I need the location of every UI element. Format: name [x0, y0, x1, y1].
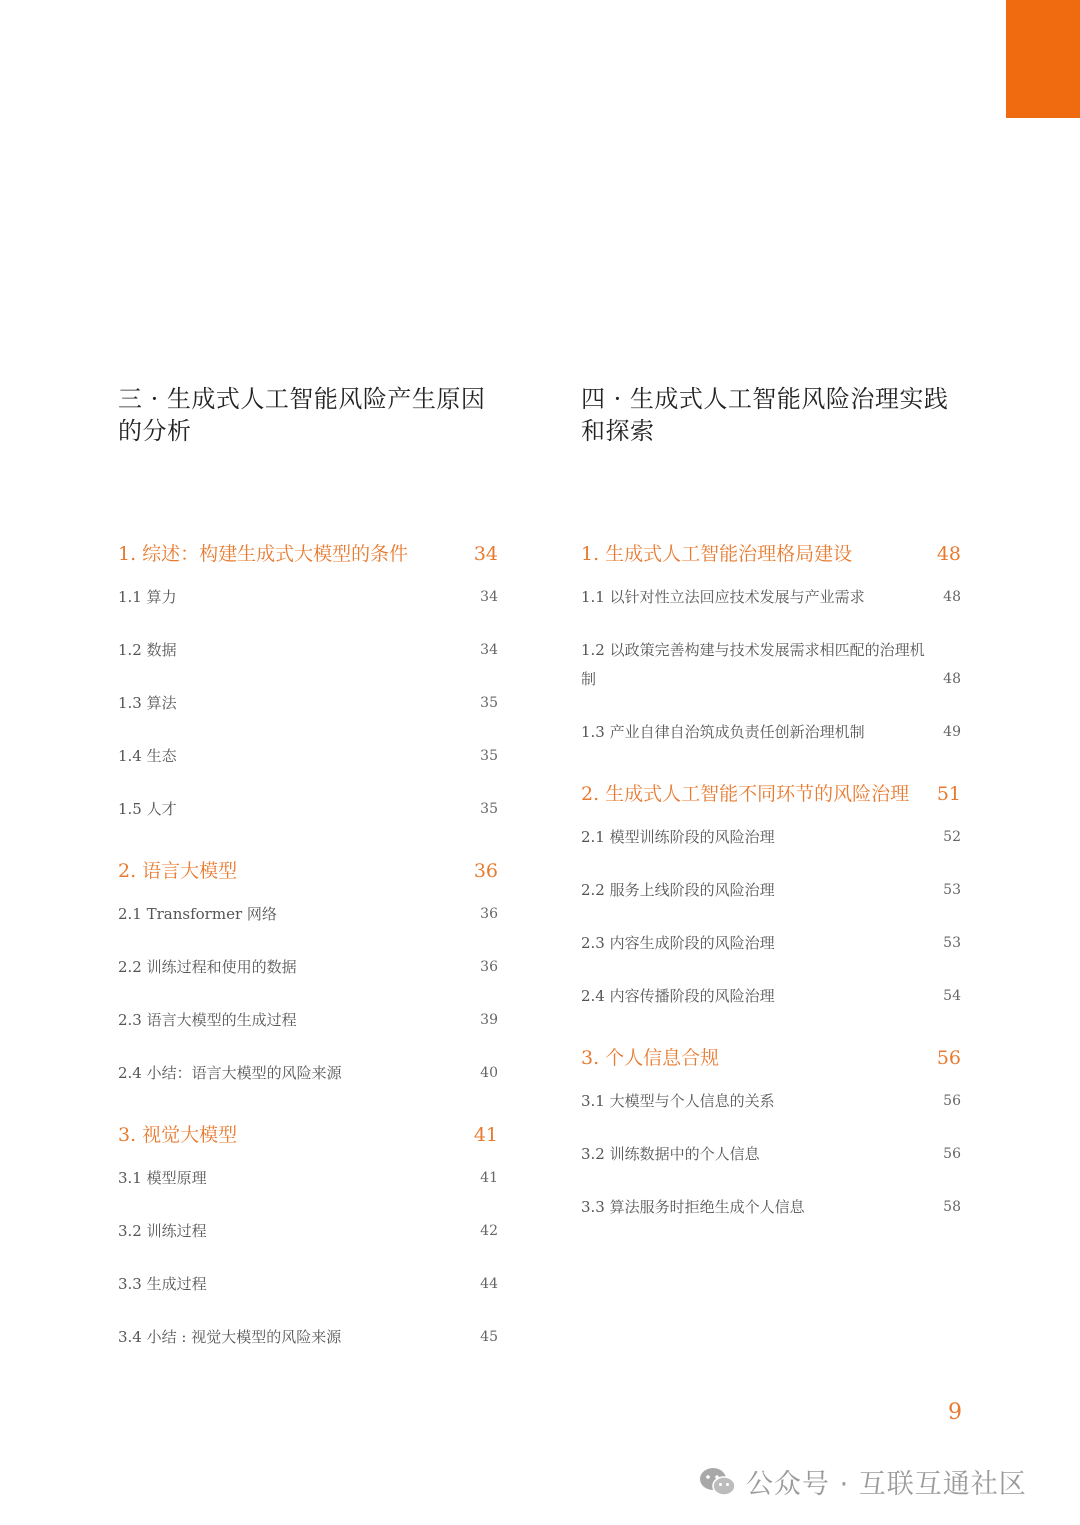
- entry-page: 36: [480, 906, 498, 922]
- chapter-link[interactable]: [581, 1045, 961, 1071]
- toc-chapter: [118, 858, 498, 1088]
- entry-page: 53: [943, 935, 961, 951]
- entry-page: 54: [943, 988, 961, 1004]
- toc-entry[interactable]: [581, 876, 961, 905]
- toc-entry[interactable]: [581, 823, 961, 852]
- entry-label: 1.4 生态: [118, 747, 177, 765]
- toc-entry[interactable]: [118, 1270, 498, 1299]
- entry-page: 52: [943, 829, 961, 845]
- chapter-label: 3. 个人信息合规: [581, 1047, 720, 1069]
- chapter-page: 34: [473, 543, 498, 565]
- entry-label: 2.2 训练过程和使用的数据: [118, 958, 297, 976]
- entry-page: 39: [480, 1012, 498, 1028]
- toc-entry[interactable]: [581, 1193, 961, 1222]
- toc-chapter: [118, 541, 498, 824]
- chapter-link[interactable]: [118, 1122, 498, 1148]
- entry-label: 3.1 大模型与个人信息的关系: [581, 1092, 775, 1110]
- entry-page: 35: [480, 695, 498, 711]
- toc-entry[interactable]: [118, 1217, 498, 1246]
- entry-label: 1.1 以针对性立法回应技术发展与产业需求: [581, 588, 865, 606]
- chapter-label: 1. 综述：构建生成式大模型的条件: [118, 543, 409, 565]
- chapter-label: 3. 视觉大模型: [118, 1124, 238, 1146]
- entry-label: 2.1 Transformer 网络: [118, 905, 277, 923]
- chapter-page: 41: [473, 1124, 498, 1146]
- entry-label: 1.2 以政策完善构建与技术发展需求相匹配的治理机制: [581, 641, 925, 688]
- corner-accent-tab: [1006, 0, 1080, 118]
- toc-entry[interactable]: [581, 718, 961, 747]
- entry-label: 3.2 训练数据中的个人信息: [581, 1145, 760, 1163]
- chapter-link[interactable]: [118, 858, 498, 884]
- entry-page: 40: [480, 1065, 498, 1081]
- entry-label: 2.3 语言大模型的生成过程: [118, 1011, 297, 1029]
- entry-page: 56: [943, 1146, 961, 1162]
- entry-page: 34: [480, 642, 498, 658]
- chapter-page: 48: [936, 543, 961, 565]
- entry-page: 49: [943, 724, 961, 740]
- entry-label: 2.4 小结：语言大模型的风险来源: [118, 1064, 342, 1082]
- toc-entry[interactable]: [118, 583, 498, 612]
- toc-entry[interactable]: [118, 795, 498, 824]
- toc-entry[interactable]: [118, 689, 498, 718]
- toc-entry[interactable]: [118, 636, 498, 665]
- entry-label: 1.3 产业自律自治筑成负责任创新治理机制: [581, 723, 865, 741]
- entry-page: 48: [943, 671, 961, 687]
- section-title: 四 · 生成式人工智能风险治理实践和探索: [581, 385, 949, 445]
- section-title: 三 · 生成式人工智能风险产生原因的分析: [118, 385, 486, 445]
- toc-entry[interactable]: [118, 1323, 498, 1352]
- toc-chapter: [118, 1122, 498, 1352]
- entry-page: 58: [943, 1199, 961, 1215]
- toc-entry[interactable]: [581, 982, 961, 1011]
- entry-page: 34: [480, 589, 498, 605]
- toc-entry[interactable]: [581, 1140, 961, 1169]
- watermark: [698, 1462, 1027, 1501]
- entry-page: 41: [480, 1170, 498, 1186]
- entry-label: 3.1 模型原理: [118, 1169, 207, 1187]
- toc-entry[interactable]: [581, 583, 961, 612]
- entry-label: 1.2 数据: [118, 641, 177, 659]
- entry-label: 3.3 算法服务时拒绝生成个人信息: [581, 1198, 805, 1216]
- toc-list: [581, 541, 961, 1222]
- toc-column-section-4: [581, 383, 961, 1246]
- entry-page: 35: [480, 801, 498, 817]
- entry-label: 2.2 服务上线阶段的风险治理: [581, 881, 775, 899]
- entry-page: 53: [943, 882, 961, 898]
- entry-label: 3.3 生成过程: [118, 1275, 207, 1293]
- toc-column-section-3: [118, 383, 498, 1376]
- entry-page: 56: [943, 1093, 961, 1109]
- page-number: 9: [948, 1400, 962, 1425]
- toc-entry[interactable]: [581, 1087, 961, 1116]
- entry-page: 44: [480, 1276, 498, 1292]
- chapter-page: 51: [936, 783, 961, 805]
- entry-label: 3.2 训练过程: [118, 1222, 207, 1240]
- toc-chapter: [581, 1045, 961, 1222]
- toc-entry[interactable]: [581, 636, 961, 694]
- chapter-link[interactable]: [118, 541, 498, 567]
- entry-page: 45: [480, 1329, 498, 1345]
- entry-label: 2.4 内容传播阶段的风险治理: [581, 987, 775, 1005]
- toc-chapter: [581, 781, 961, 1011]
- chapter-link[interactable]: [581, 541, 961, 567]
- entry-label: 3.4 小结 : 视觉大模型的风险来源: [118, 1328, 342, 1346]
- entry-page: 42: [480, 1223, 498, 1239]
- chapter-label: 1. 生成式人工智能治理格局建设: [581, 543, 853, 565]
- entry-label: 2.1 模型训练阶段的风险治理: [581, 828, 775, 846]
- wechat-icon: [698, 1466, 738, 1498]
- entry-label: 2.3 内容生成阶段的风险治理: [581, 934, 775, 952]
- chapter-link[interactable]: [581, 781, 961, 807]
- entry-label: 1.5 人才: [118, 800, 177, 818]
- toc-entry[interactable]: [118, 742, 498, 771]
- toc-entry[interactable]: [118, 1164, 498, 1193]
- toc-entry[interactable]: [118, 1006, 498, 1035]
- entry-label: 1.3 算法: [118, 694, 177, 712]
- toc-chapter: [581, 541, 961, 747]
- toc-entry[interactable]: [118, 953, 498, 982]
- toc-entry[interactable]: [581, 929, 961, 958]
- watermark-text: 公众号 · 互联互通社区: [746, 1469, 1027, 1500]
- chapter-page: 36: [473, 860, 498, 882]
- entry-page: 36: [480, 959, 498, 975]
- chapter-label: 2. 生成式人工智能不同环节的风险治理: [581, 783, 910, 805]
- toc-entry[interactable]: [118, 1059, 498, 1088]
- entry-label: 1.1 算力: [118, 588, 177, 606]
- entry-page: 48: [943, 589, 961, 605]
- toc-list: [118, 541, 498, 1352]
- toc-entry[interactable]: [118, 900, 498, 929]
- entry-page: 35: [480, 748, 498, 764]
- chapter-label: 2. 语言大模型: [118, 860, 238, 882]
- chapter-page: 56: [936, 1047, 961, 1069]
